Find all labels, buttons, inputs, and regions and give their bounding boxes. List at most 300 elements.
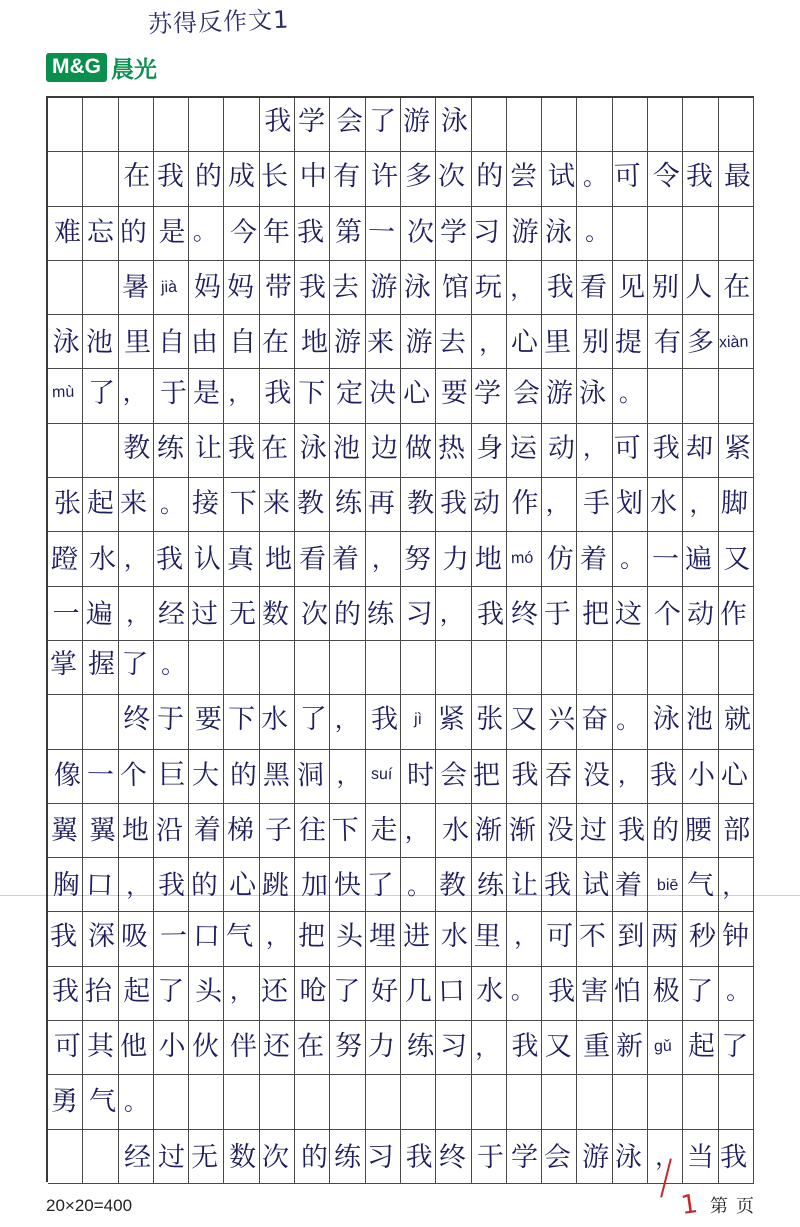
grid-cell	[613, 587, 648, 641]
grid-cell	[48, 315, 83, 369]
grid-cell-char: 第	[335, 216, 363, 248]
grid-cell-char: 真	[226, 543, 255, 575]
grid-cell	[507, 261, 542, 315]
grid-cell	[507, 424, 542, 478]
grid-cell	[154, 315, 189, 369]
grid-cell	[683, 804, 718, 858]
grid-cell-char: 会	[335, 105, 364, 138]
grid-cell	[260, 587, 295, 641]
grid-cell-char: 渐	[508, 814, 536, 847]
grid-cell-char: 可	[613, 161, 642, 193]
grid-cell	[295, 532, 330, 586]
grid-cell	[436, 207, 471, 261]
grid-cell-char: 埋	[369, 920, 397, 952]
grid-cell	[224, 1130, 259, 1184]
grid-cell	[330, 912, 365, 966]
grid-cell-char: 经	[157, 598, 185, 630]
grid-cell	[507, 1021, 542, 1075]
grid-cell-char: 还	[263, 1031, 291, 1063]
grid-cell	[542, 1021, 577, 1075]
grid-row	[48, 858, 754, 912]
grid-cell-char: 我	[264, 106, 292, 138]
grid-cell	[295, 478, 330, 532]
grid-cell	[366, 261, 401, 315]
grid-cell-char: 。	[584, 218, 609, 247]
grid-cell	[295, 587, 330, 641]
grid-cell	[224, 1075, 259, 1129]
grid-cell	[48, 804, 83, 858]
grid-cell	[48, 532, 83, 586]
grid-cell	[613, 967, 648, 1021]
grid-cell	[577, 1021, 612, 1075]
grid-cell-char: 泳	[52, 327, 80, 359]
grid-cell	[613, 1075, 648, 1129]
grid-cell	[189, 1075, 224, 1129]
grid-cell	[260, 967, 295, 1021]
page-footer	[679, 1188, 754, 1222]
grid-cell-char: 最	[724, 161, 752, 193]
grid-cell-char: 学	[473, 377, 502, 409]
grid-cell-char: 。	[192, 217, 218, 247]
grid-cell-char: xiàn	[718, 333, 749, 352]
grid-cell	[683, 315, 718, 369]
grid-cell-char: 动	[472, 487, 501, 520]
grid-cell	[330, 261, 365, 315]
grid-cell	[542, 261, 577, 315]
grid-cell	[542, 587, 577, 641]
grid-cell	[224, 695, 259, 749]
grid-cell	[542, 967, 577, 1021]
grid-cell	[366, 152, 401, 206]
grid-cell	[577, 424, 612, 478]
grid-cell	[436, 1021, 471, 1075]
grid-cell	[154, 478, 189, 532]
grid-cell	[472, 587, 507, 641]
grid-cell	[436, 424, 471, 478]
grid-cell	[719, 98, 754, 152]
grid-cell-char: 习	[439, 1031, 468, 1063]
grid-cell	[683, 967, 718, 1021]
grid-cell	[719, 1075, 754, 1129]
grid-cell	[48, 1075, 83, 1129]
grid-cell	[648, 369, 683, 423]
grid-cell	[613, 532, 648, 586]
grid-cell-char: 数	[261, 598, 290, 631]
grid-cell	[48, 478, 83, 532]
grid-cell	[648, 424, 683, 478]
grid-cell	[542, 1130, 577, 1184]
brand-name-text: 晨光	[111, 56, 157, 83]
grid-row	[48, 1075, 754, 1129]
grid-cell	[719, 967, 754, 1021]
grid-cell	[719, 152, 754, 206]
grid-cell	[83, 750, 118, 804]
grid-cell-char: 深	[87, 920, 115, 952]
grid-cell-char: 来	[366, 326, 395, 359]
grid-cell	[224, 750, 259, 804]
grid-cell-char: 让	[194, 432, 223, 465]
grid-cell	[401, 478, 436, 532]
grid-cell-char: 不	[578, 920, 607, 952]
grid-cell-char: 自	[157, 327, 185, 359]
grid-cell-char: 练	[335, 488, 363, 520]
grid-cell	[507, 369, 542, 423]
grid-cell-char: 在	[260, 432, 289, 465]
grid-cell	[613, 369, 648, 423]
grid-cell	[507, 532, 542, 586]
grid-cell	[366, 695, 401, 749]
grid-cell-char: 小	[687, 759, 715, 791]
grid-cell-char: ，	[122, 378, 148, 408]
brand-mark-text: M&G	[46, 53, 107, 82]
grid-cell-char: 看	[298, 543, 326, 575]
grid-cell	[401, 967, 436, 1021]
grid-cell	[366, 532, 401, 586]
grid-cell	[224, 207, 259, 261]
grid-cell-char: 头	[335, 920, 364, 952]
grid-cell-char: 了	[720, 1030, 749, 1063]
grid-cell-char: 没	[582, 759, 611, 791]
grid-cell	[224, 858, 259, 912]
grid-cell-char: 脚	[720, 487, 749, 520]
grid-cell-char: 的	[229, 759, 258, 791]
grid-cell-char: 心	[510, 327, 538, 359]
grid-row	[48, 641, 754, 695]
grid-cell-char: 我	[51, 975, 79, 1008]
grid-cell-char: 我	[618, 814, 646, 847]
grid-cell	[330, 532, 365, 586]
grid-cell	[119, 207, 154, 261]
grid-cell	[613, 1130, 648, 1184]
grid-cell	[189, 1021, 224, 1075]
grid-cell	[119, 695, 154, 749]
grid-cell	[260, 424, 295, 478]
grid-row	[48, 750, 754, 804]
grid-cell	[260, 1130, 295, 1184]
grid-cell	[154, 1130, 189, 1184]
grid-cell-char: mù	[51, 383, 75, 402]
grid-cell	[613, 858, 648, 912]
grid-cell	[366, 207, 401, 261]
grid-cell	[295, 641, 330, 695]
grid-cell-char: 我	[543, 869, 572, 902]
grid-cell-char: 年	[263, 216, 291, 248]
grid-cell	[401, 695, 436, 749]
grid-cell-char: 试	[547, 161, 576, 193]
grid-cell	[401, 641, 436, 695]
grid-cell	[613, 315, 648, 369]
grid-cell-char: 大	[191, 759, 220, 792]
grid-cell	[436, 804, 471, 858]
grid-cell	[189, 858, 224, 912]
grid-cell	[330, 98, 365, 152]
grid-cell-char: 勇	[50, 1086, 79, 1118]
grid-cell-char: 吞	[544, 759, 573, 792]
grid-cell	[648, 207, 683, 261]
grid-cell	[472, 478, 507, 532]
brand-logo	[46, 52, 157, 82]
grid-cell	[683, 532, 718, 586]
grid-cell	[648, 804, 683, 858]
grid-cell-char: 运	[509, 432, 537, 465]
grid-cell-char: 个	[653, 598, 681, 630]
grid-cell	[683, 207, 718, 261]
grid-cell-char: 一	[367, 216, 396, 249]
grid-cell	[154, 261, 189, 315]
grid-cell-char: 走	[370, 815, 398, 846]
grid-cell	[189, 152, 224, 206]
grid-cell	[683, 261, 718, 315]
grid-cell	[189, 478, 224, 532]
grid-cell-char: 会	[512, 377, 540, 409]
grid-cell-char: 游	[370, 272, 398, 304]
grid-cell	[719, 315, 754, 369]
grid-cell	[48, 424, 83, 478]
grid-cell-char: 着	[193, 815, 221, 846]
grid-cell	[83, 98, 118, 152]
grid-cell	[260, 207, 295, 261]
grid-cell-char: ，	[617, 761, 643, 790]
grid-cell	[577, 912, 612, 966]
grid-cell-char: 作	[511, 488, 539, 520]
grid-cell-char: 腰	[684, 814, 713, 847]
grid-cell-char: jì	[413, 710, 423, 728]
grid-cell-char: 又	[544, 1030, 573, 1063]
grid-cell	[472, 261, 507, 315]
grid-cell	[507, 858, 542, 912]
grid-cell-char: 像	[53, 759, 81, 791]
grid-row	[48, 369, 754, 423]
grid-cell-char: 当	[686, 1141, 715, 1173]
grid-cell	[260, 695, 295, 749]
grid-cell	[330, 858, 365, 912]
grid-cell-char: ，	[440, 599, 465, 629]
grid-cell-char: 终	[510, 598, 538, 630]
grid-cell	[719, 641, 754, 695]
grid-cell-char: 长	[260, 161, 289, 193]
grid-cell	[436, 369, 471, 423]
grid-cell	[224, 967, 259, 1021]
grid-cell	[330, 1130, 365, 1184]
grid-cell-char: 其	[86, 1031, 115, 1063]
grid-cell	[366, 315, 401, 369]
grid-cell	[224, 424, 259, 478]
grid-cell	[119, 1021, 154, 1075]
grid-cell	[401, 315, 436, 369]
grid-cell	[366, 587, 401, 641]
grid-cell	[683, 695, 718, 749]
grid-cell-char: 多	[686, 327, 715, 359]
grid-cell-char: ，	[654, 1143, 680, 1172]
grid-cell	[189, 804, 224, 858]
grid-cell-char: 了	[685, 975, 714, 1008]
grid-cell	[507, 1130, 542, 1184]
grid-cell	[436, 1130, 471, 1184]
grid-cell-char: 气	[225, 920, 254, 952]
grid-cell-char: 作	[719, 598, 748, 631]
grid-cell	[577, 750, 612, 804]
grid-cell	[189, 532, 224, 586]
grid-cell	[401, 1130, 436, 1184]
grid-cell-char: 水	[441, 814, 470, 847]
grid-cell	[295, 1075, 330, 1129]
grid-cell	[83, 804, 118, 858]
grid-cell	[472, 1075, 507, 1129]
grid-cell-char: 几	[404, 975, 432, 1008]
grid-cell-char: 心	[720, 759, 749, 792]
grid-cell-char: ，	[336, 761, 361, 790]
grid-cell-char: 游	[405, 327, 433, 359]
grid-cell-char: 见	[618, 271, 646, 304]
grid-cell	[83, 369, 118, 423]
grid-cell	[401, 912, 436, 966]
grid-cell	[577, 967, 612, 1021]
grid-cell	[224, 532, 259, 586]
grid-cell-char: 就	[724, 704, 752, 736]
grid-cell-char: 。	[123, 1087, 148, 1117]
grid-cell	[154, 750, 189, 804]
grid-cell-char: 有	[653, 327, 681, 359]
grid-cell-char: 好	[371, 975, 399, 1008]
grid-cell	[260, 369, 295, 423]
grid-cell	[472, 967, 507, 1021]
grid-cell	[224, 912, 259, 966]
grid-cell-char: 过	[190, 598, 219, 631]
grid-cell	[648, 315, 683, 369]
grid-cell	[119, 261, 154, 315]
grid-cell	[224, 478, 259, 532]
grid-cell	[83, 858, 118, 912]
grid-cell-char: 遍	[85, 598, 114, 631]
grid-cell	[83, 641, 118, 695]
grid-cell	[683, 1075, 718, 1129]
grid-cell	[401, 261, 436, 315]
grid-cell	[83, 207, 118, 261]
grid-cell-char: 把	[582, 598, 610, 630]
grid-cell	[83, 152, 118, 206]
grid-cell	[683, 1130, 718, 1184]
grid-cell	[472, 98, 507, 152]
grid-cell	[507, 315, 542, 369]
grid-cell-char: ，	[513, 921, 539, 951]
grid-cell-char: 难	[53, 216, 81, 248]
grid-cell	[224, 369, 259, 423]
grid-cell	[295, 750, 330, 804]
grid-cell	[683, 641, 718, 695]
grid-cell	[542, 750, 577, 804]
grid-row	[48, 207, 754, 261]
grid-cell	[154, 858, 189, 912]
grid-cell	[401, 858, 436, 912]
grid-cell	[330, 207, 365, 261]
grid-cell	[613, 750, 648, 804]
grid-cell-char: 沿	[155, 814, 183, 847]
grid-cell	[683, 858, 718, 912]
grid-cell-char: 让	[510, 870, 538, 902]
grid-cell	[260, 478, 295, 532]
grid-cell	[542, 98, 577, 152]
grid-cell	[48, 858, 83, 912]
grid-cell-char: 习	[472, 216, 501, 249]
grid-cell-char: 努	[403, 543, 432, 575]
grid-row	[48, 424, 754, 478]
grid-cell	[683, 912, 718, 966]
grid-cell	[83, 912, 118, 966]
grid-cell-char: 边	[371, 432, 399, 465]
grid-cell	[436, 152, 471, 206]
grid-cell	[613, 641, 648, 695]
grid-cell	[507, 1075, 542, 1129]
grid-cell-char: 练	[476, 870, 505, 902]
grid-cell	[507, 967, 542, 1021]
grid-cell	[472, 369, 507, 423]
grid-cell	[577, 1075, 612, 1129]
page-number: 1	[679, 1188, 701, 1222]
grid-cell-char: 我	[439, 488, 468, 520]
grid-cell-char: 再	[367, 487, 396, 520]
grid-cell	[119, 858, 154, 912]
grid-cell-char: 提	[614, 326, 643, 359]
grid-cell	[542, 532, 577, 586]
grid-cell	[189, 261, 224, 315]
grid-cell-char: 气	[88, 1086, 117, 1118]
page-label-prefix: 第	[710, 1196, 728, 1217]
grid-cell-char: 自	[229, 327, 257, 359]
grid-cell-char: 的	[651, 814, 679, 847]
grid-cell	[683, 1021, 718, 1075]
grid-cell-char: 我	[49, 920, 78, 952]
grid-cell	[401, 369, 436, 423]
grid-cell	[119, 315, 154, 369]
grid-cell	[542, 1075, 577, 1129]
grid-cell-char: 。	[725, 977, 750, 1006]
grid-cell	[648, 967, 683, 1021]
grid-cell-char: ，	[474, 1032, 500, 1062]
grid-cell-char: 尝	[509, 161, 537, 193]
grid-cell	[154, 98, 189, 152]
grid-cell-char: 带	[265, 271, 293, 304]
grid-cell-char: 渐	[474, 814, 503, 847]
grid-cell	[366, 98, 401, 152]
grid-cell-char: 快	[333, 870, 362, 902]
grid-cell	[189, 369, 224, 423]
grid-cell-char: 梯	[226, 814, 255, 847]
grid-cell-char: 。	[619, 544, 645, 574]
grid-cell	[83, 1021, 118, 1075]
grid-cell-char: ，	[721, 871, 747, 901]
grid-cell-char: ，	[689, 489, 714, 518]
grid-cell	[189, 424, 224, 478]
grid-cell	[330, 1075, 365, 1129]
grid-cell-char: 练	[333, 1141, 362, 1173]
grid-cell-char: 我	[298, 271, 326, 304]
grid-cell-char: ，	[478, 328, 503, 357]
grid-cell-char: 游	[402, 105, 431, 138]
grid-cell	[472, 532, 507, 586]
grid-cell-char: 地	[474, 543, 503, 575]
grid-cell	[224, 587, 259, 641]
grid-cell-char: 玩	[474, 271, 503, 304]
grid-cell	[436, 858, 471, 912]
grid-cell-char: 泳	[403, 271, 432, 304]
grid-cell	[436, 532, 471, 586]
grid-cell	[330, 750, 365, 804]
grid-cell	[366, 478, 401, 532]
grid-cell	[119, 532, 154, 586]
grid-cell-char: 池	[332, 432, 361, 465]
grid-cell-char: 着	[331, 543, 360, 575]
grid-cell-char: 把	[472, 759, 501, 792]
